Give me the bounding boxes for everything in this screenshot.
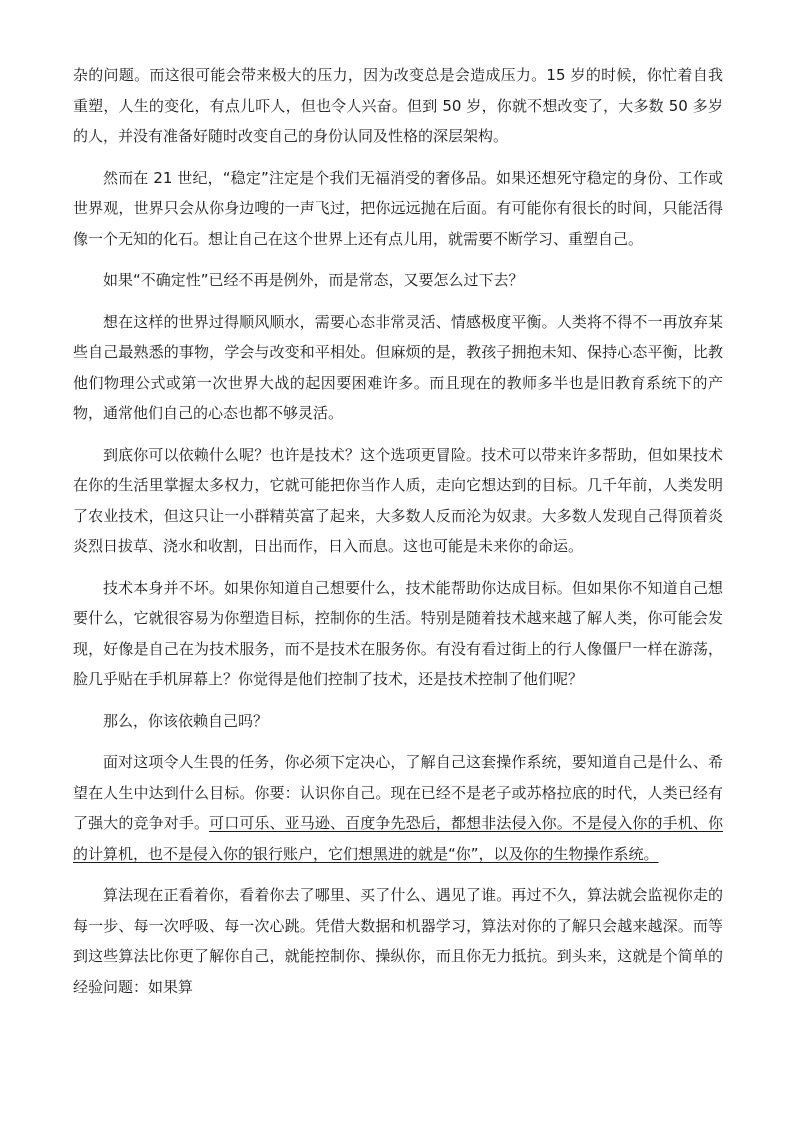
paragraph-6: 技术本身并不坏。如果你知道自己想要什么，技术能帮助你达成目标。但如果你不知道自己想要什么，它就很容易为你塑造目标，控制你的生活。特别是随着技术越来越了解人类，你可能会发现，好像是自己在为技术服务，而不是技术在服务你。有没有看过街上的行人像僵尸一样在游荡，脸几乎贴在手机屏幕上？你觉得是他们控制了技术，还是技术控制了他们呢？ [73, 578, 723, 688]
paragraph-8-text: 面对这项令人生畏的任务，你必须下定决心，了解自己这套操作系统，要知道自己是什么、希望在人生中达到什么目标。你要：认识你自己。现在已经不是老子或苏格拉底的时代，人类已经有了强大的竞争对手。 [73, 753, 723, 832]
paragraph-1: 杂的问题。而这很可能会带来极大的压力，因为改变总是会造成压力。15 岁的时候，你忙着自我重塑，人生的变化，有点儿吓人，但也令人兴奋。但到 50 岁，你就不想改变了，大多数 50 多岁的人，并没有准备好随时改变自己的身份认同及性格的深层架构。 [73, 66, 723, 145]
paragraph-9: 算法现在正看着你，看着你去了哪里、买了什么、遇见了谁。再过不久，算法就会监视你走的每一步、每一次呼吸、每一次心跳。凭借大数据和机器学习，算法对你的了解只会越来越深。而等到这些算法比你更了解你自己，就能控制你、操纵你，而且你无力抵抗。到头来，这就是个简单的经验问题：如果算 [73, 886, 723, 996]
paragraph-8 [73, 747, 723, 869]
paragraph-4: 想在这样的世界过得顺风顺水，需要心态非常灵活、情感极度平衡。人类将不得不一再放弃某些自己最熟悉的事物，学会与改变和平相处。但麻烦的是，教孩子拥抱未知、保持心态平衡，比教他们物理公式或第一次世界大战的起因要困难许多。而且现在的教师多半也是旧教育系统下的产物，通常他们自己的心态也都不够灵活。 [73, 312, 723, 422]
paragraph-5: 到底你可以依赖什么呢？也许是技术？这个选项更冒险。技术可以带来许多帮助，但如果技术在你的生活里掌握太多权力，它就可能把你当作人质，走向它想达到的目标。几千年前，人类发明了农业技术，但这只让一小群精英富了起来，大多数人反而沦为奴隶。大多数人发现自己得顶着炎炎烈日拔草、浇水和收割，日出而作，日入而息。这也可能是未来你的命运。 [73, 445, 723, 555]
paragraph-2: 然而在 21 世纪，“稳定”注定是个我们无福消受的奢侈品。如果还想死守稳定的身份、工作或世界观，世界只会从你身边嗖的一声飞过，把你远远抛在后面。有可能你有很长的时间，只能活得像一个无知的化石。想让自己在这个世界上还有点儿用，就需要不断学习、重塑自己。 [73, 168, 723, 248]
paragraph-3: 如果“不确定性”已经不再是例外，而是常态，又要怎么过下去？ [103, 271, 524, 289]
underlined-passage: 可口可乐、亚马逊、百度争先恐后，都想非法侵入你。不是侵入你的手机、你的计算机，也不是侵入你的银行账户，它们想黑进的就是“你”，以及你的生物操作系统。 [73, 814, 723, 863]
document-body [73, 60, 723, 1013]
paragraph-7: 那么，你该依赖自己吗？ [103, 711, 269, 730]
